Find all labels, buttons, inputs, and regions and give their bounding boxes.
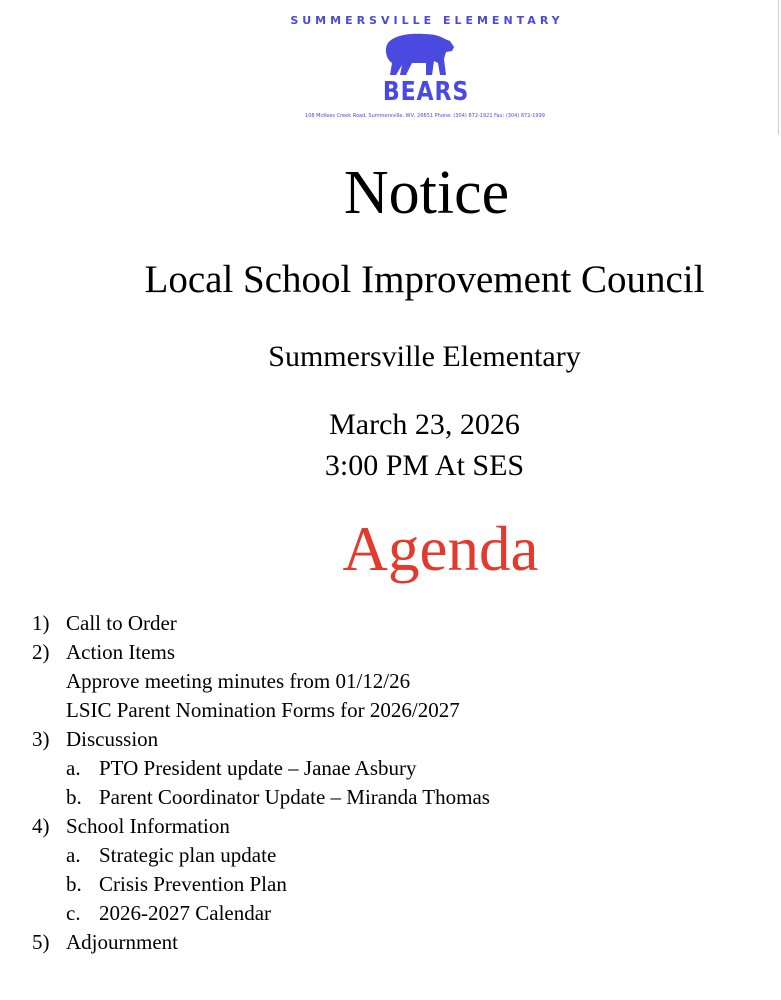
letterhead-logo (250, 14, 590, 119)
subitem-letter: b. (66, 785, 82, 809)
item-label: Adjournment (66, 930, 178, 954)
item-label: Call to Order (66, 611, 177, 635)
item-label: School Information (66, 814, 230, 838)
subitem-letter: a. (66, 843, 81, 867)
subitem-label: Crisis Prevention Plan (99, 872, 287, 896)
meeting-date: March 23, 2026 (329, 408, 520, 441)
school-name: Summersville Elementary (268, 340, 581, 373)
agenda-item (32, 812, 490, 841)
agenda-item (32, 609, 490, 638)
subitem-letter: b. (66, 872, 82, 896)
agenda-subitem (32, 841, 490, 870)
letterhead-school-name: SUMMERSVILLE ELEMENTARY (290, 14, 564, 27)
item-number: 4) (32, 814, 50, 838)
subitem-letter: c. (66, 901, 81, 925)
item-label: Discussion (66, 727, 159, 751)
subitem-label: PTO President update – Janae Asbury (99, 756, 417, 780)
subitem-label: Parent Coordinator Update – Miranda Thomas (99, 785, 490, 809)
item-label: Action Items (66, 640, 176, 664)
agenda-item (32, 638, 490, 667)
agenda-subline: Approve meeting minutes from 01/12/26 (66, 669, 411, 693)
subitem-label: Strategic plan update (99, 843, 277, 867)
council-name: Local School Improvement Council (144, 258, 705, 301)
page-edge (778, 0, 779, 135)
agenda-title: Agenda (342, 514, 539, 584)
agenda-subitem (32, 783, 490, 812)
item-number: 3) (32, 727, 50, 751)
agenda-item (32, 928, 490, 957)
subitem-label: 2026-2027 Calendar (99, 901, 272, 925)
letterhead-address: 108 McKees Creek Road, Summersville, WV, 26651 Phone: (304) 872-1921 Fax: (304) 872-1999 (305, 113, 545, 119)
subitem-letter: a. (66, 756, 81, 780)
agenda-list (32, 609, 490, 957)
agenda-subitem (32, 899, 490, 928)
item-number: 2) (32, 640, 50, 664)
agenda-subitem (32, 870, 490, 899)
agenda-subitem (32, 754, 490, 783)
item-number: 5) (32, 930, 50, 954)
bear-icon (382, 31, 458, 77)
notice-title: Notice (343, 159, 510, 227)
item-number: 1) (32, 611, 50, 635)
agenda-item (32, 725, 490, 754)
meeting-time: 3:00 PM At SES (324, 449, 525, 482)
letterhead-mascot: BEARS (382, 77, 470, 107)
agenda-subline: LSIC Parent Nomination Forms for 2026/2027 (66, 698, 460, 722)
